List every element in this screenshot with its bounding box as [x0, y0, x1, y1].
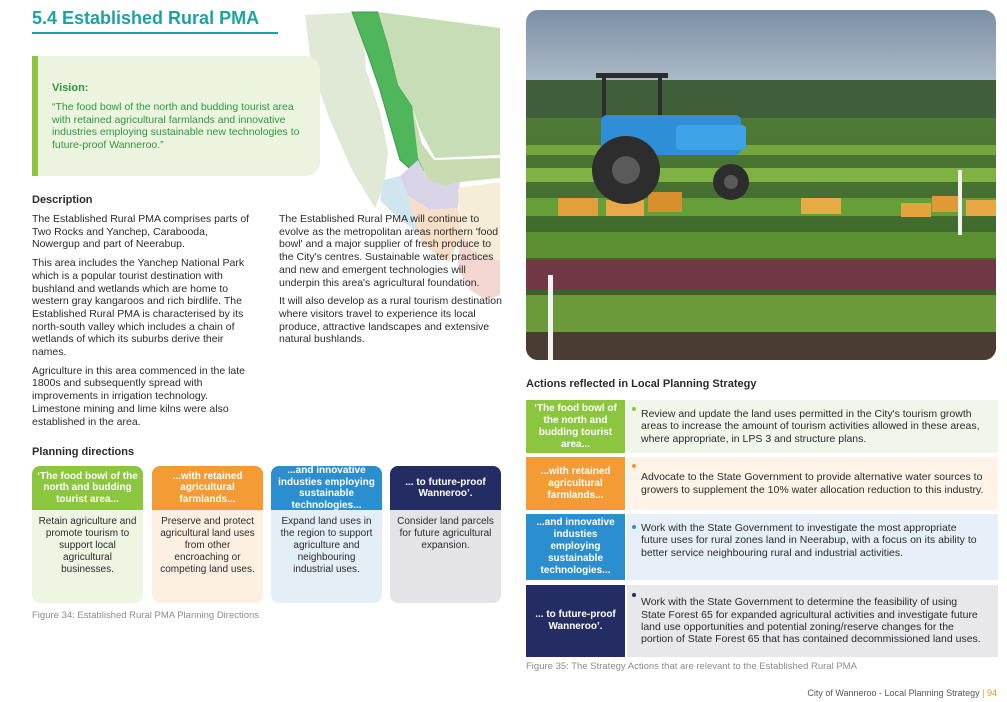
vision-box — [32, 56, 320, 176]
description-heading: Description — [32, 194, 93, 206]
planning-card-body: Retain agriculture and promote tourism to support local agricultural businesses. — [38, 516, 137, 575]
action-row — [526, 400, 998, 453]
bullet-icon — [632, 464, 636, 468]
action-row — [526, 457, 998, 510]
action-label: ‘The food bowl of the north and budding tourist area... — [526, 400, 625, 453]
action-row — [526, 585, 998, 657]
description-column-1 — [32, 213, 257, 434]
description-column-2 — [279, 213, 504, 352]
page-number: | 94 — [982, 688, 997, 698]
figure-34-caption: Figure 34: Established Rural PMA Planning Directions — [32, 610, 260, 621]
farm-tractor-photo — [526, 10, 996, 360]
action-text: Work with the State Government to investigate the most appropriate future uses for rural zones land in Neerabup, with a focus on its ability to better service neighbouring rural and industrial activities. — [641, 522, 977, 559]
planning-card-body: Expand land uses in the region to support agriculture and neighbouring industrial uses. — [280, 516, 373, 575]
action-body — [627, 457, 998, 510]
action-label: ... to future-proof Wanneroo’. — [526, 585, 625, 657]
action-label: ...and innovative industies employing sustainable technologies... — [526, 514, 625, 580]
planning-card — [271, 466, 382, 603]
bullet-icon — [632, 525, 636, 529]
page-title: 5.4 Established Rural PMA — [32, 8, 260, 28]
planning-card-title: ...and innovative industies employing sustainable technologies... — [271, 466, 382, 510]
actions-heading: Actions reflected in Local Planning Strategy — [526, 378, 757, 390]
planning-card-body: Preserve and protect agricultural land uses from other encroaching or competing land uses. — [160, 516, 255, 575]
planning-card — [152, 466, 263, 603]
planning-card-title: ‘The food bowl of the north and budding tourist area... — [32, 466, 143, 510]
action-body — [627, 400, 998, 453]
planning-card-title: ... to future-proof Wanneroo’. — [390, 466, 501, 510]
planning-card — [390, 466, 501, 603]
planning-directions-cards — [32, 466, 502, 603]
vision-accent-bar — [32, 56, 38, 176]
description-paragraph: Agriculture in this area commenced in the late 1800s and subsequently spread with improvements in irrigation technology. Limestone mining and lime kilns were also established in the area. — [32, 364, 246, 428]
footer-text: City of Wanneroo - Local Planning Strategy — [807, 688, 980, 698]
description-paragraph: The Established Rural PMA comprises parts of Two Rocks and Yanchep, Carabooda, Nowergup and part of Neerabup. — [32, 213, 250, 251]
planning-directions-heading: Planning directions — [32, 446, 135, 458]
vision-text: “The food bowl of the north and budding tourist area with retained agricultural farmlands and innovative industries employing sustainable new technologies to future-proof Wanneroo.” — [52, 101, 300, 152]
bullet-icon — [632, 593, 636, 597]
bullet-icon — [632, 407, 636, 411]
action-text: Review and update the land uses permitted in the City's tourism growth areas to increase the amount of tourism activities allowed in these areas, where appropriate, in LPS 3 and structure plans. — [641, 407, 980, 445]
action-row — [526, 514, 998, 580]
action-text: Advocate to the State Government to provide alternative water sources to growers to supplement the 10% water allocation reduction to this industry. — [641, 471, 984, 496]
page-footer — [807, 688, 997, 698]
title-underline — [32, 32, 278, 34]
description-paragraph: It will also develop as a rural tourism destination where visitors travel to experience its local produce, attractive landscapes and extensive natural bushlands. — [279, 295, 502, 346]
action-label: ...with retained agricultural farmlands... — [526, 457, 625, 510]
action-text: Work with the State Government to determine the feasibility of using State Forest 65 for expanded agricultural activities and investigate future land use opportunities and potential zoning/reserve changes for the portion of State Forest 65 that has contained decommissioned land uses. — [641, 596, 981, 646]
planning-card-body: Consider land parcels for future agricultural expansion. — [397, 516, 494, 551]
figure-35-caption: Figure 35: The Strategy Actions that are relevant to the Established Rural PMA — [526, 661, 857, 672]
planning-card — [32, 466, 143, 603]
description-paragraph: This area includes the Yanchep National Park which is a popular tourist destination with bushland and wetlands which are home to western gray kangaroos and rich birdlife. The Established Rural PMA is characterised by its north-south valley which includes a chain of wetlands of which its suburbs derive their names. — [32, 257, 245, 359]
planning-card-title: ...with retained agricultural farmlands... — [152, 466, 263, 510]
description-paragraph: The Established Rural PMA will continue to evolve as the metropolitan areas northern 'food bowl' and a major supplier of fresh produce to the City's centres. Sustainable water practices and new and emergent technologies will underpin this area's agricultural foundation. — [279, 213, 499, 289]
vision-label: Vision: — [52, 82, 89, 94]
action-body — [627, 585, 998, 657]
action-body — [627, 514, 998, 580]
